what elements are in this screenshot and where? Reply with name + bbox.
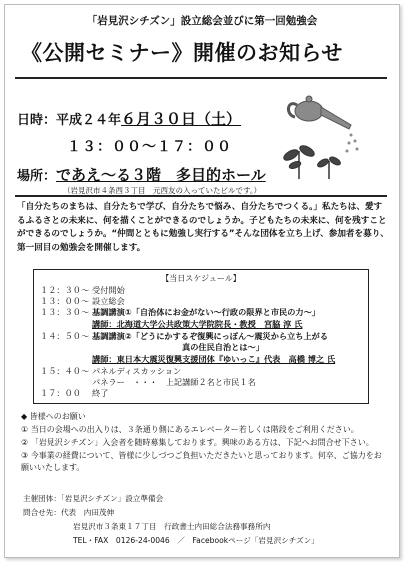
intro-paragraph: 「自分たちのまちは、自分たちで学び、自分たちで悩み、自分たちでつくる。」私たちは、愛するふるさとの未来に、何を描くことができるのでしょうか。子どもたちの未来に、何を残すことができるのでしょうか。“仲間とともに勉強し実行する”そんな団体を立ち上げ、参加者を募り、第一回目の勉強会を開催します。 <box>17 202 389 253</box>
document-page <box>4 4 400 558</box>
schedule-box <box>33 269 369 404</box>
page-title: 《公開セミナー》開催のお知らせ <box>21 41 343 65</box>
organizer-name: 「岩見沢シチズン」設立準備会 <box>60 494 164 503</box>
note-item: ① 当日の会場への出入りは、３条通り側にあるエレベーター若しくは階段をご利用ください。 <box>21 425 359 434</box>
date-line <box>17 108 241 129</box>
date-label: 日時： <box>17 113 57 128</box>
schedule-item: 基調講演①「自治体にお金がない～行政の限界と市民の力～」 <box>92 307 320 317</box>
water-drops-icon <box>346 134 359 153</box>
date-prefix: 平成２４年 <box>56 113 122 128</box>
contact-phone: TEL・FAX 0126-24-0046 ／ Facebookページ「岩見沢シチズン」 <box>73 536 319 545</box>
schedule-time: １４：５０～ <box>40 331 90 341</box>
notes-heading: ◆ 皆様へのお願い <box>21 412 86 421</box>
contact-person: 代表 内田茂伸 <box>60 508 115 517</box>
schedule-item: 講師：北海道大学公共政策大学院院長・教授 宮脇 淳 氏 <box>92 319 303 329</box>
watering-can-illustration <box>277 91 373 187</box>
contact-line <box>23 506 114 520</box>
schedule-item: パネルディスカッション <box>92 366 182 376</box>
schedule-time: １７：００ <box>40 388 81 398</box>
date-day: ６月３０日（土） <box>121 110 242 128</box>
place-line <box>17 164 266 185</box>
place-name: であえ～る３階 多目的ホール <box>56 166 266 184</box>
sprout-icon <box>282 144 342 179</box>
organizer-label: 主催団体： <box>23 494 61 503</box>
schedule-item: 終了 <box>92 388 109 398</box>
schedule-time: １３：００～ <box>40 296 90 306</box>
organizer-line <box>23 492 163 506</box>
place-label: 場所： <box>17 169 57 184</box>
divider-mid <box>15 195 387 197</box>
schedule-time: １５：４０～ <box>40 366 90 376</box>
schedule-title: 【当日スケジュール】 <box>161 274 241 283</box>
contact-address: 岩見沢市３条東１７丁目 行政書士内田総合法務事務所内 <box>73 522 271 531</box>
schedule-time: １２：３０～ <box>40 285 90 295</box>
address-note: （岩見沢市４条西３丁目 元西友の入っていたビルです。） <box>63 186 262 195</box>
schedule-item: 真の住民自治とは～」 <box>182 342 264 352</box>
watering-can-icon <box>288 96 351 129</box>
time-range: １３：００～１７：００ <box>67 139 232 155</box>
schedule-item: 講師：東日本大震災復興支援団体『ゆいっこ』代表 高橋 博之 氏 <box>92 354 336 364</box>
event-subtitle: 「岩見沢シチズン」設立総会並びに第一回勉強会 <box>86 15 318 27</box>
schedule-item: 設立総会 <box>92 296 125 306</box>
schedule-item: パネラー ・・・ 上記講師２名と市民１名 <box>92 377 256 387</box>
schedule-time: １３：３０～ <box>40 307 90 317</box>
note-item: ② 「岩見沢シチズン」入会者を随時募集しております。興味のある方は、下記へお問合せ下さい。 <box>21 438 374 447</box>
note-item: ③ 今事業の経費について、皆様に少しづつご負担いただきたいと思っております。何卒、ご協力をお願いいたします。 <box>21 451 382 473</box>
divider-top <box>15 77 387 79</box>
schedule-item: 基調講演②「どうにかするぞ復興にっぽん～震災から立ち上がる <box>92 331 329 341</box>
schedule-item: 受付開始 <box>92 285 125 295</box>
contact-label: 問合せ先： <box>23 508 61 517</box>
